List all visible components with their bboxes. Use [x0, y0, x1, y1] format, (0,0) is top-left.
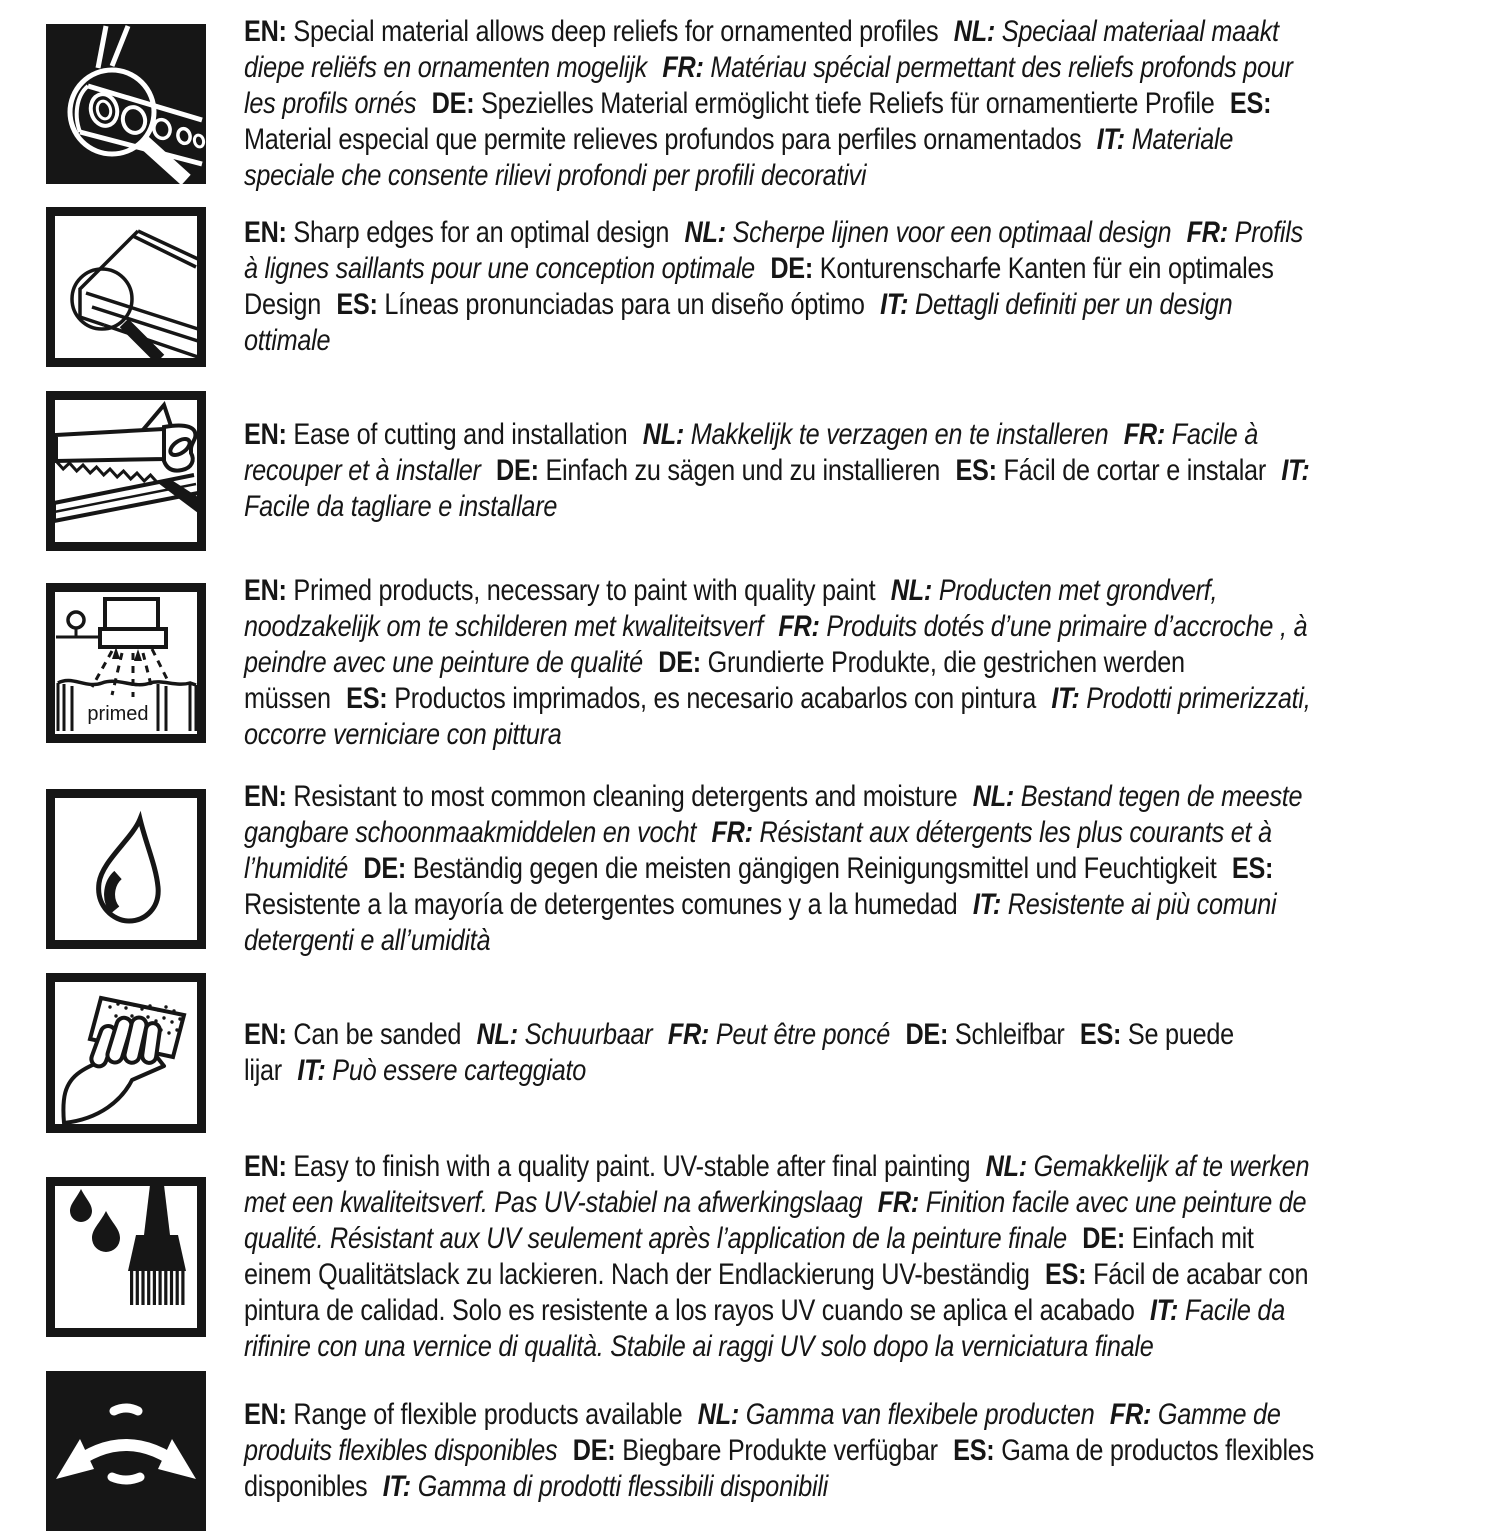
water-droplet-icon — [46, 789, 206, 949]
lang-de: DE: Konturenscharfe Kanten für ein optimales Design — [244, 252, 1274, 321]
lang-de: DE: Biegbare Produkte verfügbar — [572, 1434, 938, 1467]
lang-fr: FR: Finition facile avec une peinture de qualité. Résistant aux UV seulement après l’application de la peinture finale — [244, 1186, 1307, 1255]
lang-fr: FR: Facile à recouper et à installer — [244, 418, 1259, 487]
lang-fr: FR: Matériau spécial permettant des reliefs profonds pour les profils ornés — [244, 51, 1293, 120]
lang-es: ES: Material especial que permite relieves profundos para perfiles ornamentados — [244, 87, 1272, 156]
flexible-arrow-icon — [46, 1371, 206, 1531]
lang-es: ES: Se puede lijar — [244, 1018, 1234, 1087]
lang-nl: NL: Makkelijk te verzagen en te installeren — [642, 418, 1109, 451]
lang-de: DE: Spezielles Material ermöglicht tiefe Reliefs für ornamentierte Profile — [431, 87, 1215, 120]
lang-it: IT: Dettagli definiti per un design ottimale — [244, 288, 1233, 357]
lang-it: IT: Gamma di prodotti flessibili disponibili — [382, 1470, 829, 1503]
lang-nl: NL: Producten met grondverf, noodzakelijk om te schilderen met kwaliteitsverf — [244, 574, 1218, 643]
lang-es: ES: Gama de productos flexibles disponibles — [244, 1434, 1314, 1503]
lang-es: ES: Líneas pronunciadas para un diseño óptimo — [336, 288, 865, 321]
feature-row — [46, 391, 1500, 551]
lang-en: EN: Primed products, necessary to paint with quality paint — [244, 574, 876, 607]
feature-row — [46, 207, 1500, 367]
lang-it: IT: Facile da tagliare e installare — [244, 454, 1310, 523]
feature-text — [244, 14, 1318, 194]
lang-de: DE: Schleifbar — [905, 1018, 1065, 1051]
lang-fr: FR: Résistant aux détergents les plus courants et à l’humidité — [244, 816, 1272, 885]
lang-en: EN: Can be sanded — [244, 1018, 462, 1051]
sanding-hand-icon — [46, 973, 206, 1133]
lang-nl: NL: Bestand tegen de meeste gangbare schoonmaakmiddelen en vocht — [244, 780, 1303, 849]
lang-de: DE: Einfach zu sägen und zu installieren — [496, 454, 941, 487]
lang-it: IT: Resistente ai più comuni detergenti e all’umidità — [244, 888, 1277, 957]
feature-row — [46, 973, 1500, 1133]
primed-label: primed — [87, 703, 149, 725]
lang-en: EN: Sharp edges for an optimal design — [244, 216, 670, 249]
lang-nl: NL: Gamma van flexibele producten — [697, 1398, 1095, 1431]
lang-fr: FR: Produits dotés d’une primaire d’accroche , à peindre avec une peinture de qualité — [244, 610, 1308, 679]
sharp-edges-magnifier-icon — [46, 207, 206, 367]
lang-it: IT: Può essere carteggiato — [297, 1054, 587, 1087]
lang-nl: NL: Schuurbaar — [476, 1018, 653, 1051]
lang-es: ES: Resistente a la mayoría de detergentes comunes y a la humedad — [244, 852, 1274, 921]
lang-en: EN: Range of flexible products available — [244, 1398, 683, 1431]
hand-saw-cutting-icon — [46, 391, 206, 551]
feature-row — [46, 779, 1500, 959]
paint-brush-drops-icon — [46, 1177, 206, 1337]
feature-row — [46, 573, 1500, 753]
lang-fr: FR: Gamme de produits flexibles disponibles — [244, 1398, 1281, 1467]
feature-text — [244, 573, 1318, 753]
lang-it: IT: Prodotti primerizzati, occorre verniciare con pittura — [244, 682, 1311, 751]
lang-en: EN: Easy to finish with a quality paint. UV-stable after final painting — [244, 1150, 971, 1183]
lang-it: IT: Facile da rifinire con una vernice di qualità. Stabile ai raggi UV solo dopo la verniciatura finale — [244, 1294, 1285, 1363]
feature-row — [46, 14, 1500, 194]
feature-text — [244, 417, 1318, 525]
lang-de: DE: Grundierte Produkte, die gestrichen werden müssen — [244, 646, 1185, 715]
lang-it: IT: Materiale speciale che consente rilievi profondi per profili decorativi — [244, 123, 1234, 192]
lang-nl: NL: Speciaal materiaal maakt diepe reliëfs en ornamenten mogelijk — [244, 15, 1279, 84]
lang-es: ES: Fácil de cortar e instalar — [955, 454, 1266, 487]
feature-text — [244, 1149, 1318, 1365]
feature-text — [244, 1017, 1318, 1089]
lang-de: DE: Beständig gegen die meisten gängigen Reinigungsmittel und Feuchtigkeit — [363, 852, 1217, 885]
lang-en: EN: Resistant to most common cleaning detergents and moisture — [244, 780, 958, 813]
feature-text — [244, 1397, 1318, 1505]
lang-nl: NL: Gemakkelijk af te werken met een kwaliteitsverf. Pas UV-stabiel na afwerkingslaag — [244, 1150, 1310, 1219]
lang-en: EN: Ease of cutting and installation — [244, 418, 628, 451]
lang-es: ES: Fácil de acabar con pintura de calidad. Solo es resistente a los rayos UV cuando se aplica el acabado — [244, 1258, 1309, 1327]
feature-text — [244, 215, 1318, 359]
deep-relief-ornament-magnifier-icon — [46, 24, 206, 184]
feature-text — [244, 779, 1318, 959]
lang-es: ES: Productos imprimados, es necesario acabarlos con pintura — [346, 682, 1036, 715]
lang-de: DE: Einfach mit einem Qualitätslack zu lackieren. Nach der Endlackierung UV-beständig — [244, 1222, 1254, 1291]
lang-fr: FR: Profils à lignes saillants pour une conception optimale — [244, 216, 1303, 285]
lang-nl: NL: Scherpe lijnen voor een optimaal design — [684, 216, 1172, 249]
primer-spray-icon — [46, 583, 206, 743]
lang-en: EN: Special material allows deep reliefs for ornamented profiles — [244, 15, 939, 48]
lang-fr: FR: Peut être poncé — [667, 1018, 891, 1051]
feature-row — [46, 1149, 1500, 1365]
feature-row — [46, 1371, 1500, 1531]
